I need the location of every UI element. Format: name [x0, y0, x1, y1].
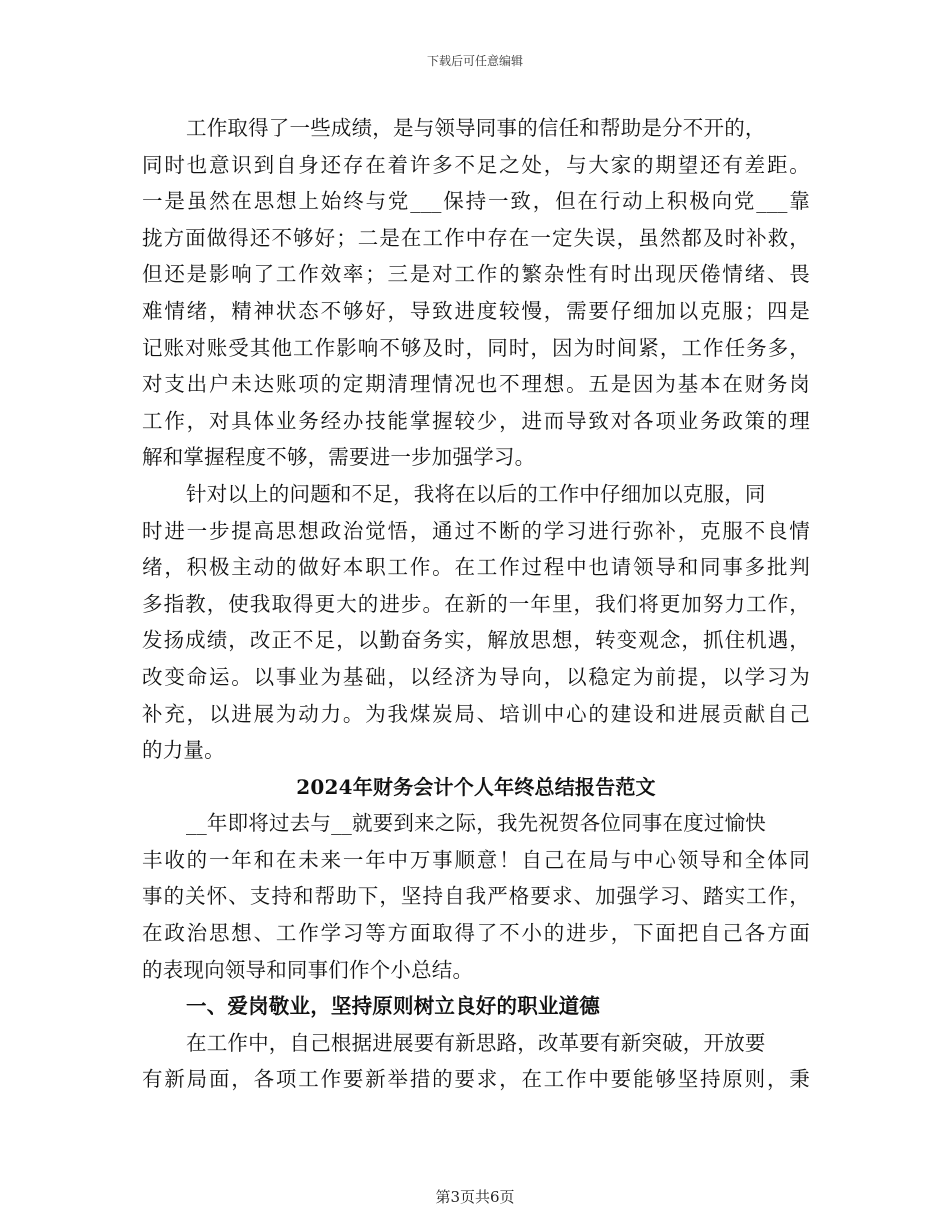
paragraph-line: 解和掌握程度不够，需要进一步加强学习。 — [142, 445, 536, 470]
paragraph-line: __年即将过去与__就要到来之际，我先祝贺各位同事在度过愉快 — [186, 811, 766, 836]
paragraph-line: 在政治思想、工作学习等方面取得了不小的进步，下面把自己各方面 — [142, 921, 810, 946]
paragraph-line: 丰收的一年和在未来一年中万事顺意！自己在局与中心领导和全体同 — [142, 847, 810, 872]
paragraph-line: 有新局面，各项工作要新举措的要求，在工作中要能够坚持原则，秉 — [142, 1067, 810, 1092]
paragraph-line: 的表现向领导和同事们作个小总结。 — [142, 957, 474, 982]
paragraph-line: 记账对账受其他工作影响不够及时，同时，因为时间紧，工作任务多， — [142, 335, 810, 360]
paragraph-line: 一是虽然在思想上始终与党___保持一致，但在行动上积极向党___靠 — [142, 189, 810, 214]
paragraph-line: 同时也意识到自身还存在着许多不足之处，与大家的期望还有差距。 — [142, 152, 810, 177]
paragraph-line: 绪，积极主动的做好本职工作。在工作过程中也请领导和同事多批判 — [142, 555, 810, 580]
paragraph-line: 对支出户未达账项的定期清理情况也不理想。五是因为基本在财务岗 — [142, 372, 810, 397]
section-heading: 一、爱岗敬业，坚持原则树立良好的职业道德 — [186, 994, 600, 1019]
paragraph-line: 但还是影响了工作效率；三是对工作的繁杂性有时出现厌倦情绪、畏 — [142, 262, 810, 287]
paragraph-line: 时进一步提高思想政治觉悟，通过不断的学习进行弥补，克服不良情 — [142, 518, 810, 543]
paragraph-line: 工作取得了一些成绩，是与领导同事的信任和帮助是分不开的， — [186, 116, 766, 140]
page-footer: 第3页共6页 — [435, 1188, 515, 1206]
paragraph-line: 发扬成绩，改正不足，以勤奋务实，解放思想，转变观念，抓住机遇， — [142, 628, 810, 653]
document-title: 2024年财务会计个人年终总结报告范文 — [296, 774, 656, 799]
paragraph-line: 的力量。 — [142, 738, 225, 763]
paragraph-line: 在工作中，自己根据进展要有新思路，改革要有新突破，开放要 — [186, 1030, 766, 1055]
paragraph-line: 事的关怀、支持和帮助下，坚持自我严格要求、加强学习、踏实工作， — [142, 884, 810, 909]
paragraph-line: 针对以上的问题和不足，我将在以后的工作中仔细加以克服，同 — [186, 481, 766, 506]
paragraph-line: 拢方面做得还不够好；二是在工作中存在一定失误，虽然都及时补救， — [142, 225, 810, 250]
paragraph-line: 补充，以进展为动力。为我煤炭局、培训中心的建设和进展贡献自己 — [142, 701, 810, 726]
page-header: 下载后可任意编辑 — [426, 54, 523, 68]
paragraph-line: 改变命运。以事业为基础，以经济为导向，以稳定为前提，以学习为 — [142, 664, 810, 689]
paragraph-line: 难情绪，精神状态不够好，导致进度较慢，需要仔细加以克服；四是 — [142, 298, 810, 323]
paragraph-line: 工作，对具体业务经办技能掌握较少，进而导致对各项业务政策的理 — [142, 408, 810, 433]
document-body — [142, 110, 810, 1098]
paragraph-line: 多指教，使我取得更大的进步。在新的一年里，我们将更加努力工作， — [142, 591, 810, 616]
